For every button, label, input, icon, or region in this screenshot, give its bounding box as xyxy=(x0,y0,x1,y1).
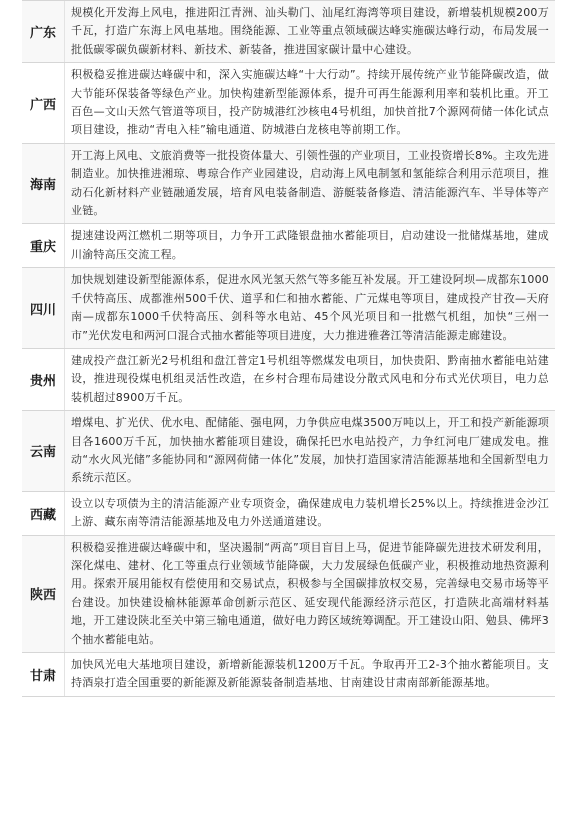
policy-text: 开工海上风电、文旅消费等一批投资体量大、引领性强的产业项目，工业投资增长8%。主攻先进制造业。加快推进湘琼、粤琼合作产业园建设，启动海上风电制氢和氢能综合利用示范项目，推动石化新材料产业链融通发展，培育风电装备制造、游艇装备修造、清洁能源汽车、半导体等产业链。 xyxy=(71,148,549,218)
table-row xyxy=(22,224,555,268)
policy-text: 积极稳妥推进碳达峰碳中和，坚决遏制“两高”项目盲目上马，促进节能降碳先进技术研发利用，深化煤电、建材、化工等重点行业领域节能降碳，大力发展绿色低碳产业，积极推动地热资源利用。探索开展用能权有偿使用和交易试点，积极参与全国碳排放权交易，完善绿电交易市场等平台建设。加快建设榆林能源革命创新示范区、延安现代能源经济示范区，打造陕北高端材料基地，开工建设陕北至关中第三输电通道，做好电力跨区域统筹调配。开工建设山阳、勉县、佛坪3个抽水蓄能电站。 xyxy=(71,540,549,646)
province-name: 贵州 xyxy=(22,349,65,410)
policy-text: 积极稳妥推进碳达峰碳中和，深入实施碳达峰“十大行动”。持续开展传统产业节能降碳改造，做大节能环保装备等绿色产业。加快构建新型能源体系，提升可再生能源利用率和装机比重。开工百色—文山天然气管道等项目，投产防城港红沙核电4号机组，加快首批7个源网荷储一体化试点项目建设，推动“青电入桂”输电通道、防城港白龙核电等前期工作。 xyxy=(71,68,549,137)
table-row xyxy=(22,411,555,492)
table-row xyxy=(22,268,555,349)
province-name: 甘肃 xyxy=(22,653,65,696)
province-name: 海南 xyxy=(22,144,65,224)
table-row xyxy=(22,492,555,536)
policy-text: 加快风光电大基地项目建设，新增新能源装机1200万千瓦。争取再开工2-3个抽水蓄能项目。支持酒泉打造全国重要的新能源及新能源装备制造基地、甘南建设甘肃南部新能源基地。 xyxy=(71,658,549,690)
province-name: 云南 xyxy=(22,411,65,491)
province-name: 重庆 xyxy=(22,224,65,267)
province-name: 陕西 xyxy=(22,536,65,652)
table-row xyxy=(22,349,555,411)
province-policy-table xyxy=(22,0,555,697)
province-name: 广西 xyxy=(22,63,65,143)
policy-text: 设立以专项债为主的清洁能源产业专项资金，确保建成电力装机增长25%以上。持续推进金沙江上游、藏东南等清洁能源基地及电力外送通道建设。 xyxy=(71,496,549,529)
table-row xyxy=(22,653,555,697)
policy-text: 增煤电、扩光伏、优水电、配储能、强电网，力争供应电煤3500万吨以上，开工和投产新能源项目各1600万千瓦，加快抽水蓄能项目建设，确保托巴水电站投产，力争红河电厂建成发电。推动“水火风光储”多能协同和“源网荷储一体化”发展，加快打造国家清洁能源基地和全国新型电力系统示范区。 xyxy=(71,416,549,485)
policy-text: 加快规划建设新型能源体系，促进水风光氢天然气等多能互补发展。开工建设阿坝—成都东1000千伏特高压、成都淮州500千伏、道孚和仁和抽水蓄能、广元煤电等项目，建成投产甘孜—天府南—成都东1000千伏特高压、剑科等水电站、45个风光项目和一批燃气机组，加快“三州一市”光伏发电和两河口混合式抽水蓄能等项目进度，大力推进雅砻江等清洁能源走廊建设。 xyxy=(71,273,549,342)
policy-text: 规模化开发海上风电，推进阳江青洲、汕头勒门、汕尾红海湾等项目建设，新增装机规模200万千瓦，打造广东海上风电基地。围绕能源、工业等重点领域碳达峰实施碳达峰行动，布局发展一批低碳零碳负碳新材料、新技术、新装备，推进国家碳计量中心建设。 xyxy=(71,6,549,56)
policy-text: 提速建设两江燃机二期等项目，力争开工武隆银盘抽水蓄能项目，启动建设一批储煤基地，建成川渝特高压交流工程。 xyxy=(71,229,549,261)
table-row xyxy=(22,1,555,63)
province-name: 西藏 xyxy=(22,492,65,535)
policy-text: 建成投产盘江新光2号机组和盘江普定1号机组等燃煤发电项目，加快贵阳、黔南抽水蓄能电站建设，推进现役煤电机组灵活性改造，在乡村合理布局建设分散式风电和分布式光伏项目，电力总装机超过8900万千瓦。 xyxy=(71,353,549,404)
table-row xyxy=(22,63,555,144)
table-row xyxy=(22,536,555,653)
table-row xyxy=(22,144,555,225)
province-name: 四川 xyxy=(22,268,65,348)
province-name: 广东 xyxy=(22,1,65,62)
